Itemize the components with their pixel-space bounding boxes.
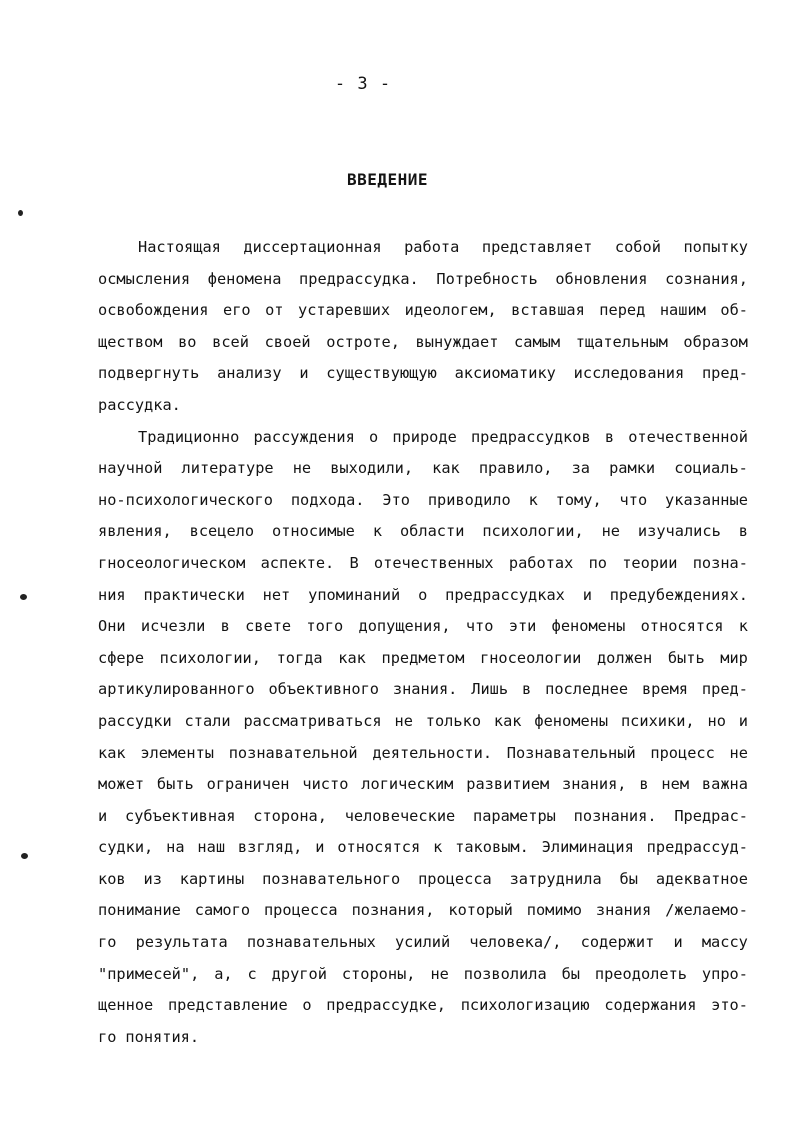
text-line: подвергнуть анализу и существующую аксиоматику исследования пред- (98, 364, 748, 383)
scan-artifact-mark (21, 853, 28, 859)
text-line: гносеологическом аспекте. В отечественных работах по теории позна- (98, 553, 748, 572)
text-line: сфере психологии, тогда как предметом гносеологии должен быть мир (98, 648, 748, 667)
text-line: Традиционно рассуждения о природе предрассудков в отечественной (138, 427, 748, 446)
text-line: освобождения его от устаревших идеологем, вставшая перед нашим об- (98, 301, 748, 320)
text-line: рассудка. (98, 395, 181, 414)
text-line: го результата познавательных усилий человека/, содержит и массу (98, 933, 748, 952)
text-line: осмысления феномена предрассудка. Потребность обновления сознания, (98, 269, 748, 288)
text-line: го понятия. (98, 1027, 200, 1046)
text-line: ния практически нет упоминаний о предрассудках и предубеждениях. (98, 585, 748, 604)
text-line: щенное представление о предрассудке, психологизацию содержания это- (98, 996, 748, 1015)
document-body (98, 232, 748, 1053)
text-line: научной литературе не выходили, как правило, за рамки социаль- (98, 459, 748, 478)
text-line: ков из картины познавательного процесса затруднила бы адекватное (98, 869, 748, 888)
text-line: судки, на наш взгляд, и относятся к таковым. Элиминация предрассуд- (98, 838, 748, 857)
text-line: и субъективная сторона, человеческие параметры познания. Предрас- (98, 806, 748, 825)
scan-artifact-mark (20, 594, 27, 600)
page-number: - 3 - (334, 74, 392, 94)
text-line: но-психологического подхода. Это приводило к тому, что указанные (98, 490, 748, 509)
text-line: явления, всецело относимые к области психологии, не изучались в (98, 522, 748, 541)
text-line: как элементы познавательной деятельности. Познавательный процесс не (98, 743, 748, 762)
text-line: Настоящая диссертационная работа представляет собой попытку (138, 238, 748, 256)
text-line: рассудки стали рассматриваться не только как феномены психики, но и (98, 711, 748, 730)
scan-artifact-mark (18, 210, 23, 216)
text-line: артикулированного объективного знания. Лишь в последнее время пред- (98, 680, 748, 699)
section-title: ВВЕДЕНИЕ (346, 170, 429, 189)
text-line: Они исчезли в свете того допущения, что эти феномены относятся к (98, 617, 748, 636)
text-line: ществом во всей своей остроте, вынуждает самым тщательным образом (98, 332, 748, 351)
text-line: может быть ограничен чисто логическим развитием знания, в нем важна (98, 775, 748, 794)
text-line: "примесей", а, с другой стороны, не позволила бы преодолеть упро- (98, 964, 748, 983)
text-line: понимание самого процесса познания, который помимо знания /желаемо- (98, 901, 748, 920)
